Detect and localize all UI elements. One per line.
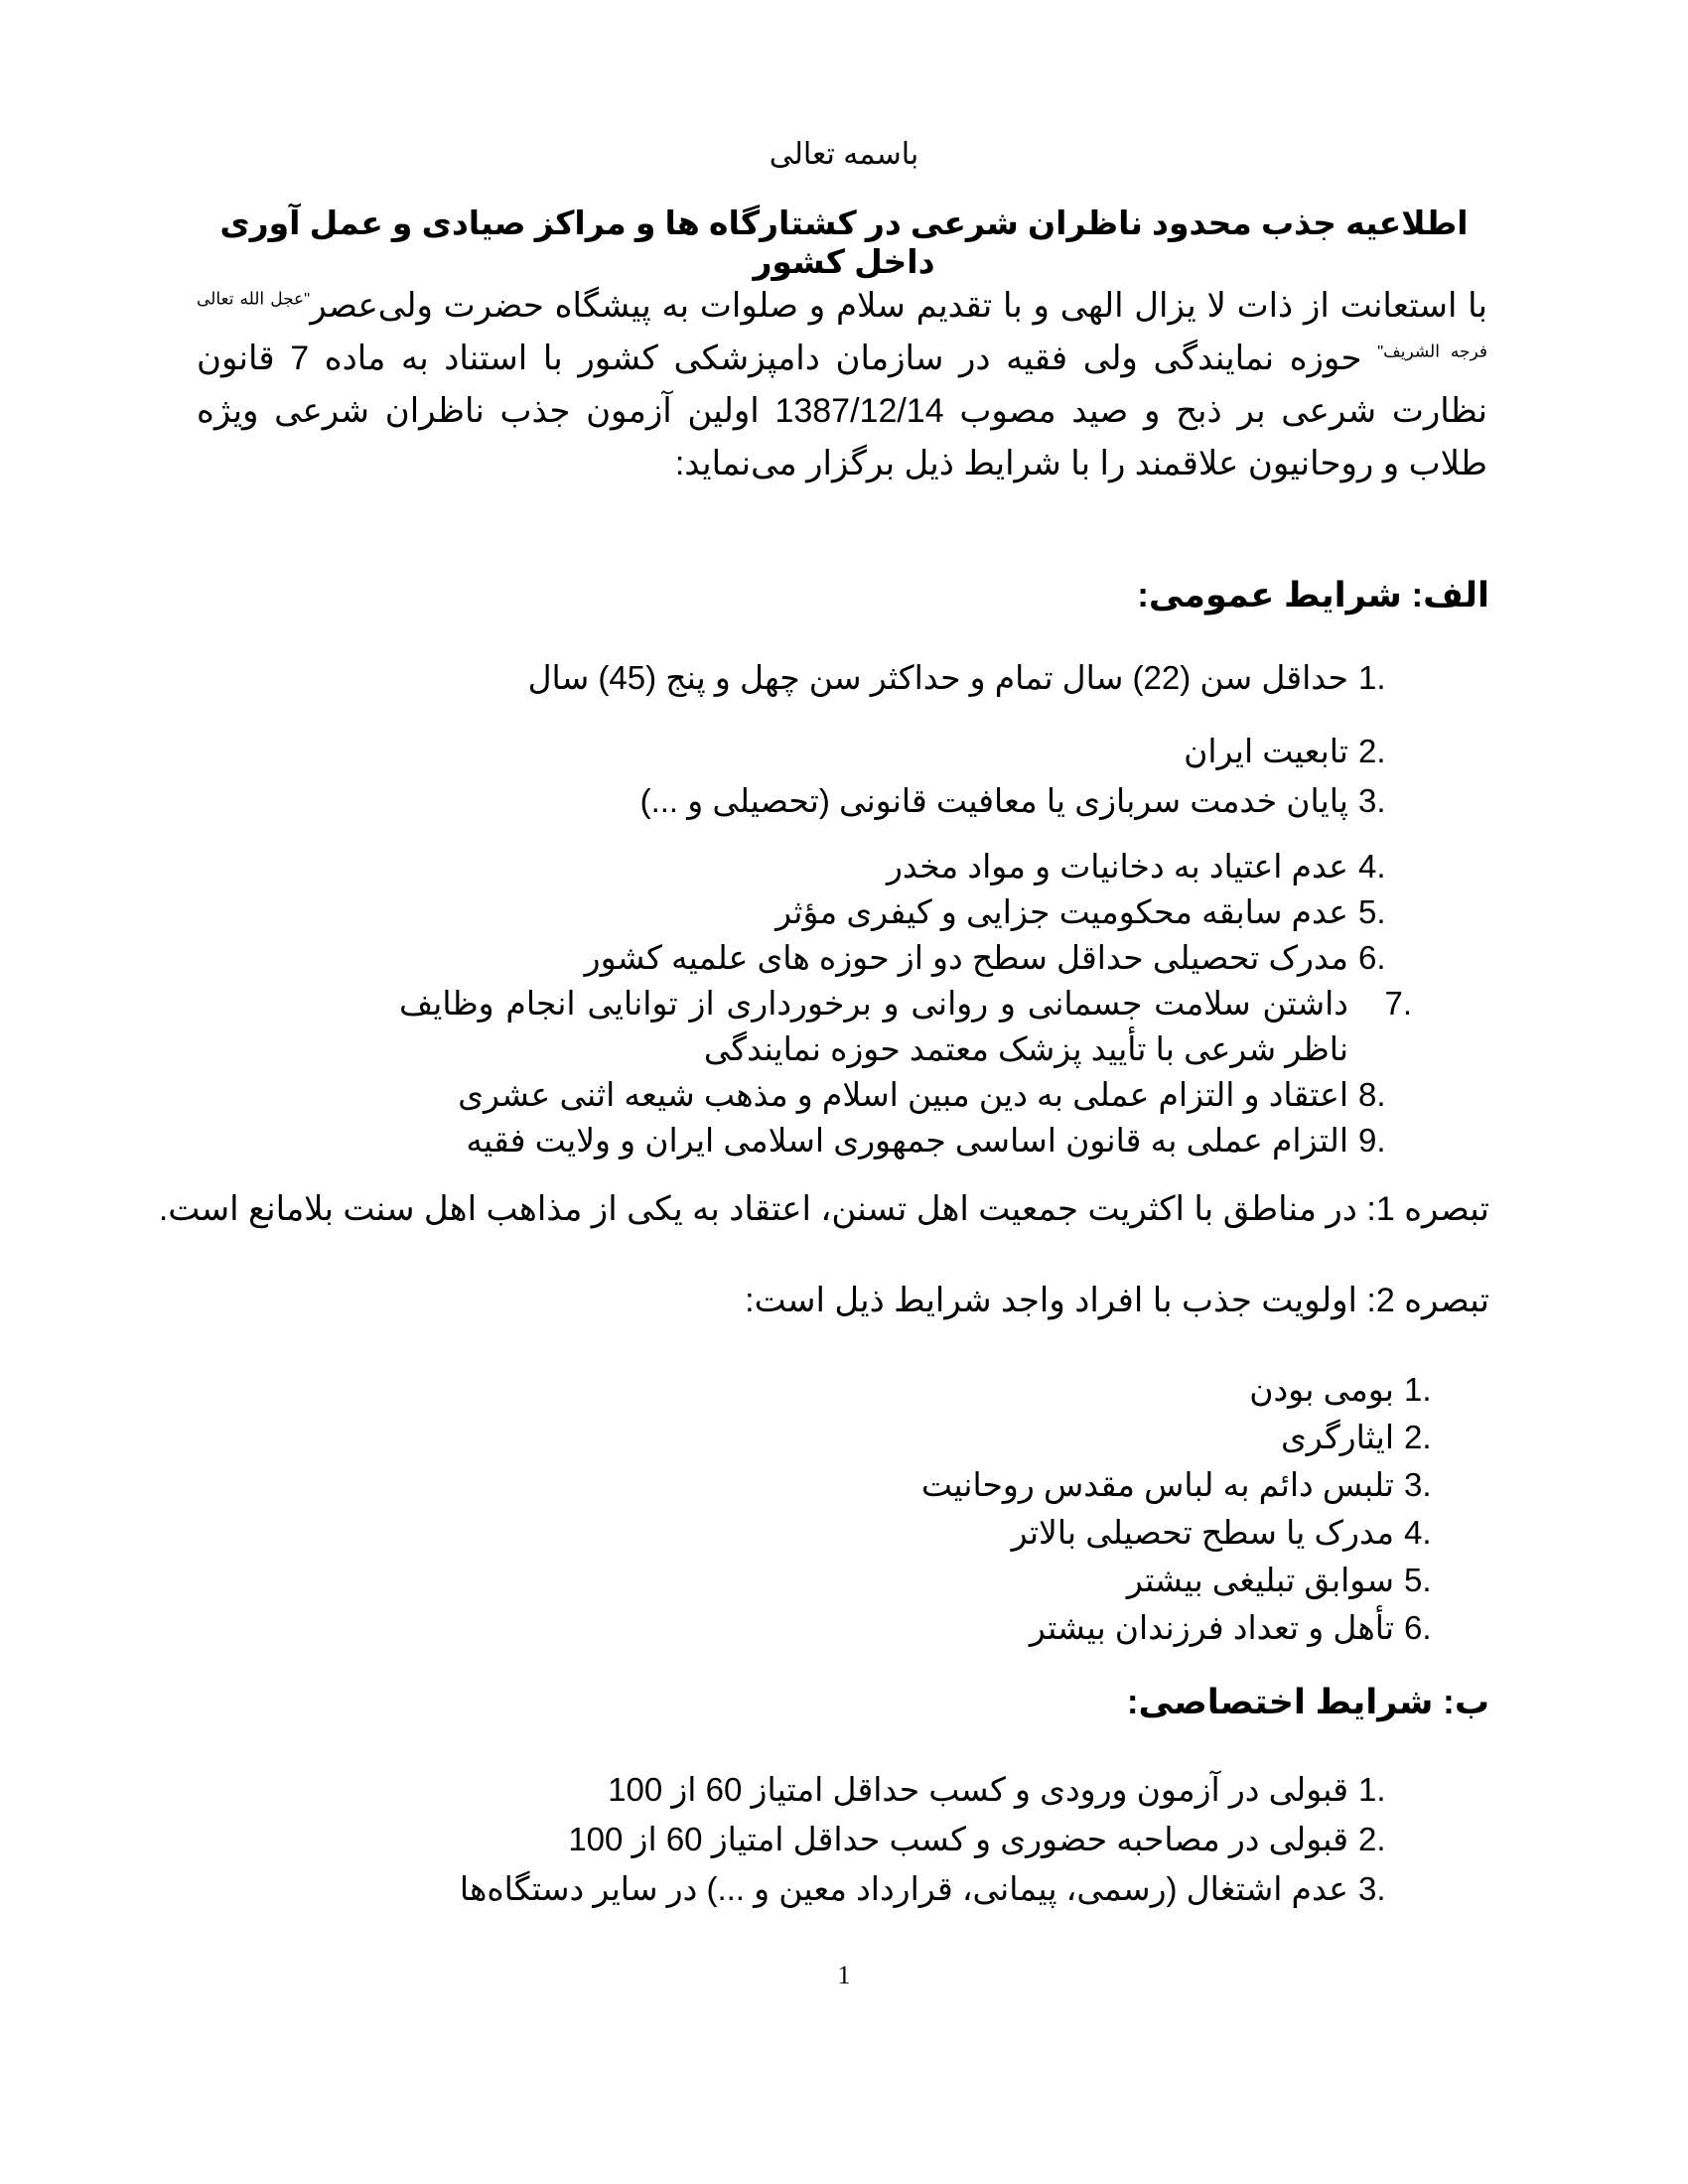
list-item: 3. پایان خدمت سربازی یا معافیت قانونی (تحصیلی و ...) [639,782,1386,819]
list-item: 9. التزام عملی به قانون اساسی جمهوری اسلامی ایران و ولایت فقیه [466,1122,1386,1159]
list-item: 1. بومی بودن [1249,1371,1432,1408]
basmala-header: باسمه تعالی [769,138,919,171]
list-item: 7. داشتن سلامت جسمانی و روانی و برخورداری از توانایی انجام وظایف ناظر شرعی با تأیید پزشک معتمد حوزه نمایندگی [399,985,1412,1067]
specific-conditions-list [399,1765,1412,1914]
priority-list [564,1366,1458,1652]
page-number: 1 [837,1961,851,1989]
general-conditions-list [399,655,1412,1163]
intro-paragraph [197,280,1487,490]
list-item: 6. تأهل و تعداد فرزندان بیشتر [1029,1609,1432,1646]
list-item: 2. قبولی در مصاحبه حضوری و کسب حداقل امتیاز 60 از 100 [568,1821,1386,1857]
list-item: 5. سوابق تبلیغی بیشتر [1126,1562,1432,1598]
intro-text-part1: با استعانت از ذات لا یزال الهی و با تقدیم سلام و صلوات به پیشگاه حضرت ولی‌عصر [310,287,1487,325]
list-item: 5. عدم سابقه محکومیت جزایی و کیفری مؤثر [775,893,1386,930]
note-2: تبصره 2: اولویت جذب با افراد واجد شرایط ذیل است: [745,1282,1489,1319]
list-item: 3. عدم اشتغال (رسمی، پیمانی، قرارداد معین و ...) در سایر دستگاه‌ها [459,1870,1386,1907]
list-item: 4. عدم اعتیاد به دخانیات و مواد مخدر [886,848,1386,885]
list-item: 2. تابعیت ایران [1184,733,1386,769]
list-item: 6. مدرک تحصیلی حداقل سطح دو از حوزه های علمیه کشور [584,939,1386,976]
list-item: 1. قبولی در آزمون ورودی و کسب حداقل امتیاز 60 از 100 [608,1771,1386,1808]
list-item: 1. حداقل سن (22) سال تمام و حداکثر سن چهل و پنج (45) سال [527,659,1386,696]
intro-text-part2: حوزه نمایندگی ولی فقیه در سازمان دامپزشکی کشور با استناد به ماده 7 قانون نظارت شرعی بر ذبح و صید مصوب 1387/12/14 اولین آزمون جذب ناظران شرعی ویژه طلاب و روحانیون علاقمند را با شرایط ذیل برگزار می‌نماید: [197,340,1487,482]
note-1: تبصره 1: در مناطق با اکثریت جمعیت اهل تسنن، اعتقاد به یکی از مذاهب اهل سنت بلامانع است. [158,1190,1489,1228]
intro-honorific: "عجل الله تعالی فرجه الشریف" [197,289,1487,361]
list-item: 8. اعتقاد و التزام عملی به دین مبین اسلام و مذهب شیعه اثنی عشری [458,1076,1386,1113]
list-item: 3. تلبس دائم به لباس مقدس روحانیت [920,1466,1432,1503]
specific-conditions-heading: ب: شرایط اختصاصی: [1126,1683,1489,1721]
list-item: 4. مدرک یا سطح تحصیلی بالاتر [1011,1514,1432,1551]
general-conditions-heading: الف: شرایط عمومی: [1137,576,1489,614]
list-item: 2. ایثارگری [1280,1419,1432,1455]
document-title: اطلاعیه جذب محدود ناظران شرعی در کشتارگاه ها و مراکز صیادی و عمل آوری داخل کشور [219,205,1469,280]
